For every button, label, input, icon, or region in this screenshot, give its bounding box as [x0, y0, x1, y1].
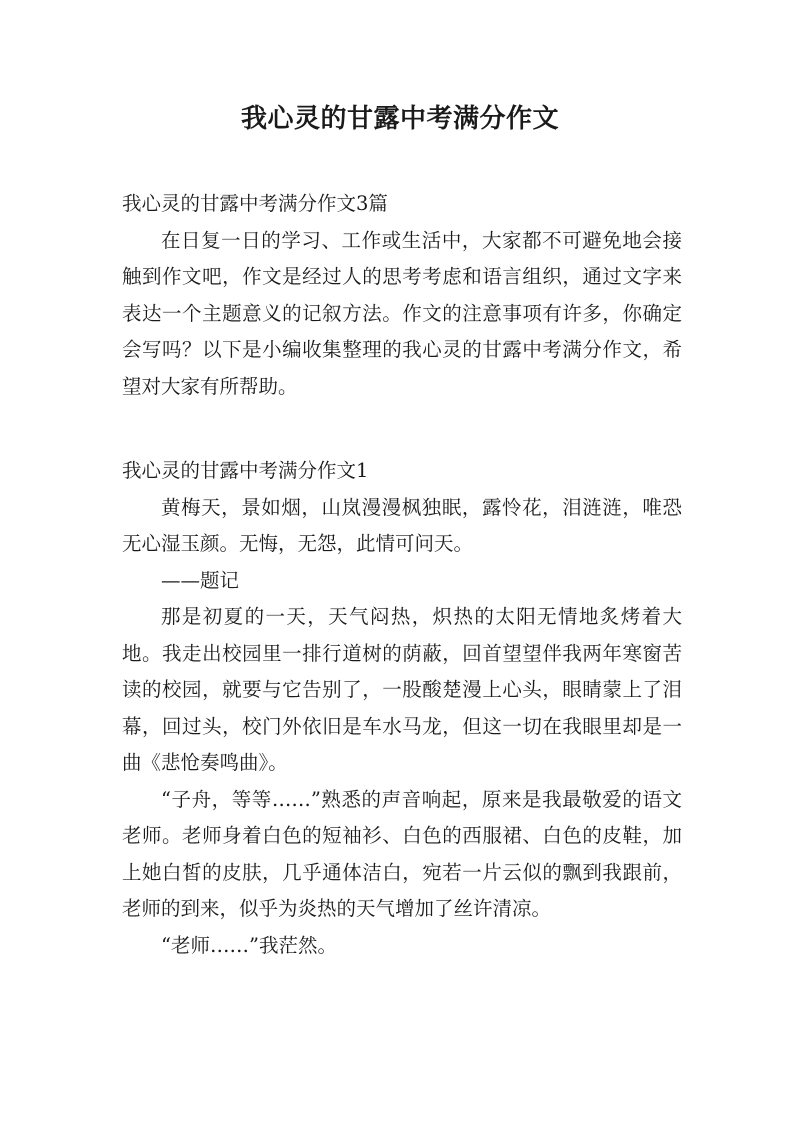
- essay1-paragraph: “子舟，等等……”熟悉的声音响起，原来是我最敬爱的语文老师。老师身着白色的短袖衫、白色的西服裙、白色的皮鞋，加上她白皙的皮肤，几乎通体洁白，宛若一片云似的飘到我跟前，老师的到来，似乎为炎热的天气增加了丝许清凉。: [122, 787, 682, 920]
- document-body: [122, 186, 682, 964]
- essay1-epigraph-source: ——题记: [161, 568, 240, 592]
- essay1-paragraph: “老师……”我茫然。: [161, 933, 337, 957]
- essay1-paragraph: 那是初夏的一天，天气闷热，炽热的太阳无情地炙烤着大地。我走出校园里一排行道树的荫蔽，回首望望伴我两年寒窗苦读的校园，就要与它告别了，一股酸楚漫上心头，眼睛蒙上了泪幕，回过头，校门外依旧是车水马龙，但这一切在我眼里却是一曲《悲怆奏鸣曲》。: [122, 605, 682, 774]
- document-title: 我心灵的甘露中考满分作文: [240, 104, 559, 134]
- section-gap: [122, 405, 682, 453]
- essay1-heading: 我心灵的甘露中考满分作文1: [122, 459, 369, 482]
- intro-paragraph: 在日复一日的学习、工作或生活中，大家都不可避免地会接触到作文吧，作文是经过人的思考考虑和语言组织，通过文字来表达一个主题意义的记叙方法。作文的注意事项有许多，你确定会写吗？以下是小编收集整理的我心灵的甘露中考满分作文，希望对大家有所帮助。: [122, 228, 682, 398]
- intro-heading: 我心灵的甘露中考满分作文3篇: [122, 192, 388, 215]
- essay1-epigraph: 黄梅天，景如烟，山岚漫漫枫独眠，露怜花，泪涟涟，唯恐无心湿玉颜。无悔，无怨，此情可问天。: [122, 495, 682, 555]
